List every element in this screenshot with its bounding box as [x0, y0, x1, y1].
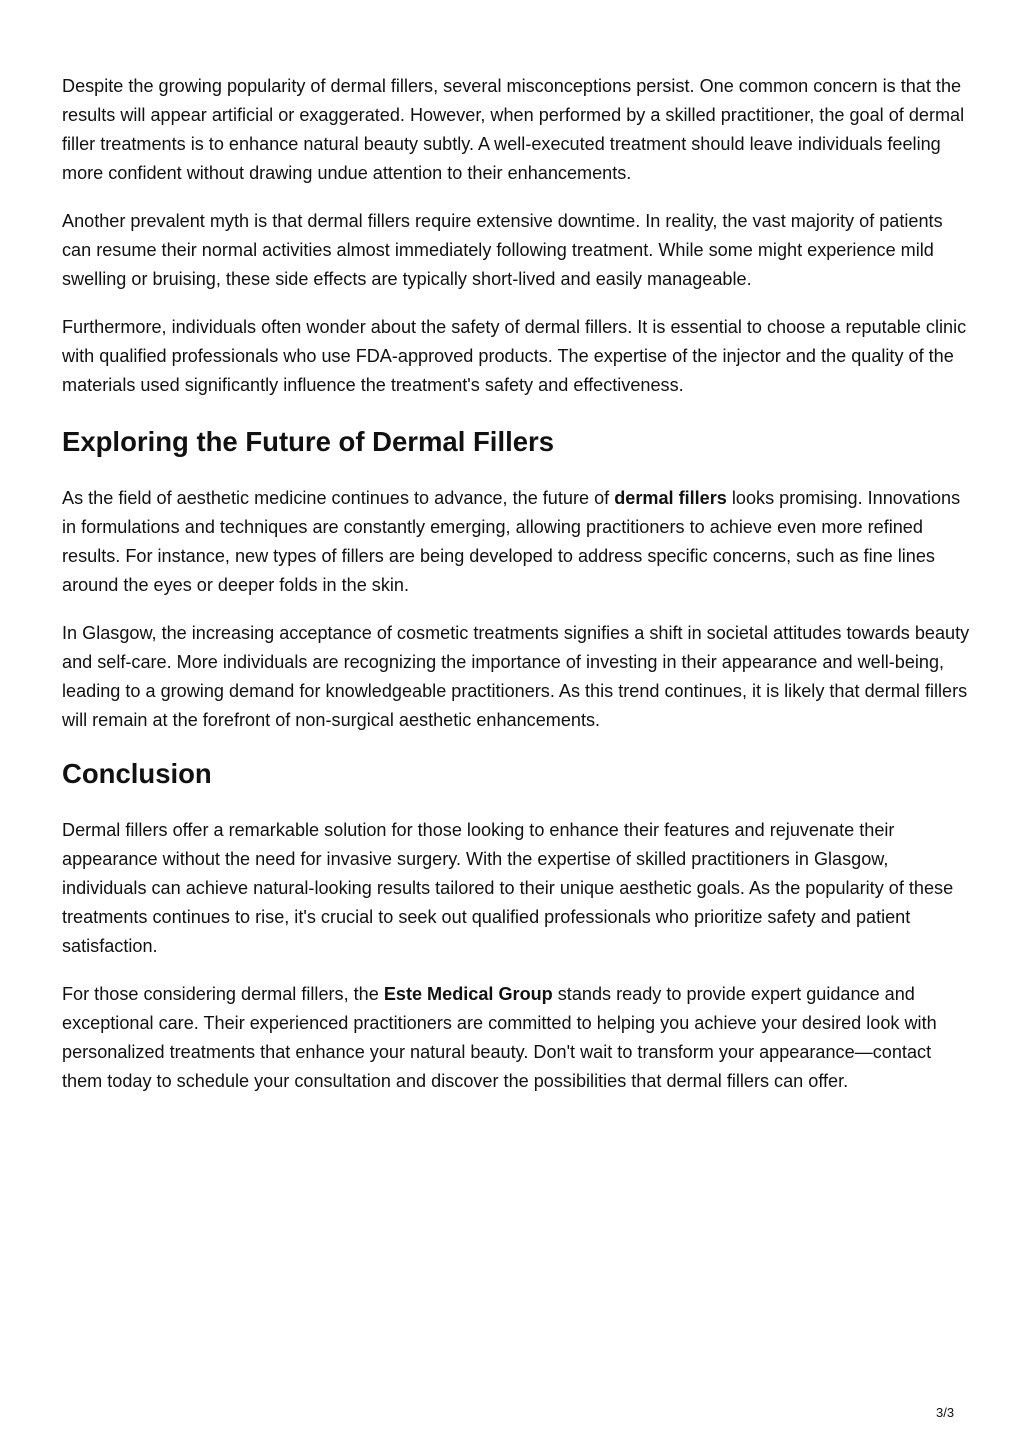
paragraph-safety: Furthermore, individuals often wonder about the safety of dermal fillers. It is essential to choose a reputable clinic with qualified professionals who use FDA-approved products. The expertise of the injector and the quality of the materials used significantly influence the treatment's safety and effectiveness.	[62, 317, 967, 395]
paragraph-este-medical	[62, 980, 974, 1096]
bold-este-medical-group: Este Medical Group	[383, 984, 553, 1004]
document-page	[62, 72, 974, 1115]
paragraph-misconceptions: Despite the growing popularity of dermal fillers, several misconceptions persist. One common concern is that the results will appear artificial or exaggerated. However, when performed by a skilled practitioner, the goal of dermal filler treatments is to enhance natural beauty subtly. A well-executed treatment should leave individuals feeling more confident without drawing undue attention to their enhancements.	[62, 76, 965, 183]
future-text-after: looks promising. Innovations in formulations and techniques are constantly emerging, allowing practitioners to achieve even more refined results. For instance, new types of fillers are being developed to address specific concerns, such as fine lines around the eyes or deeper folds in the skin.	[62, 488, 961, 595]
bold-dermal-fillers: dermal fillers	[614, 488, 727, 508]
este-text-after: stands ready to provide expert guidance and exceptional care. Their experienced practitioners are committed to helping you achieve your desired look with personalized treatments that enhance your natural beauty. Don't wait to transform your appearance—contact them today to schedule your consultation and discover the possibilities that dermal fillers can offer.	[62, 984, 937, 1091]
este-text-before: For those considering dermal fillers, the	[62, 984, 384, 1004]
paragraph-glasgow: In Glasgow, the increasing acceptance of cosmetic treatments signifies a shift in societal attitudes towards beauty and self-care. More individuals are recognizing the importance of investing in their appearance and well-being, leading to a growing demand for knowledgeable practitioners. As this trend continues, it is likely that dermal fillers will remain at the forefront of non-surgical aesthetic enhancements.	[62, 623, 970, 730]
page-number: 3/3	[936, 1405, 955, 1420]
heading-conclusion: Conclusion	[62, 758, 212, 789]
heading-future: Exploring the Future of Dermal Fillers	[62, 426, 555, 457]
paragraph-conclusion-summary: Dermal fillers offer a remarkable solution for those looking to enhance their features and rejuvenate their appearance without the need for invasive surgery. With the expertise of skilled practitioners in Glasgow, individuals can achieve natural-looking results tailored to their unique aesthetic goals. As the popularity of these treatments continues to rise, it's crucial to seek out qualified professionals who prioritize safety and patient satisfaction.	[62, 820, 954, 956]
future-text-before: As the field of aesthetic medicine continues to advance, the future of	[62, 488, 615, 508]
paragraph-downtime-myth: Another prevalent myth is that dermal fillers require extensive downtime. In reality, the vast majority of patients can resume their normal activities almost immediately following treatment. While some might experience mild swelling or bruising, these side effects are typically short-lived and easily manageable.	[62, 211, 943, 289]
paragraph-future-intro	[62, 484, 974, 600]
